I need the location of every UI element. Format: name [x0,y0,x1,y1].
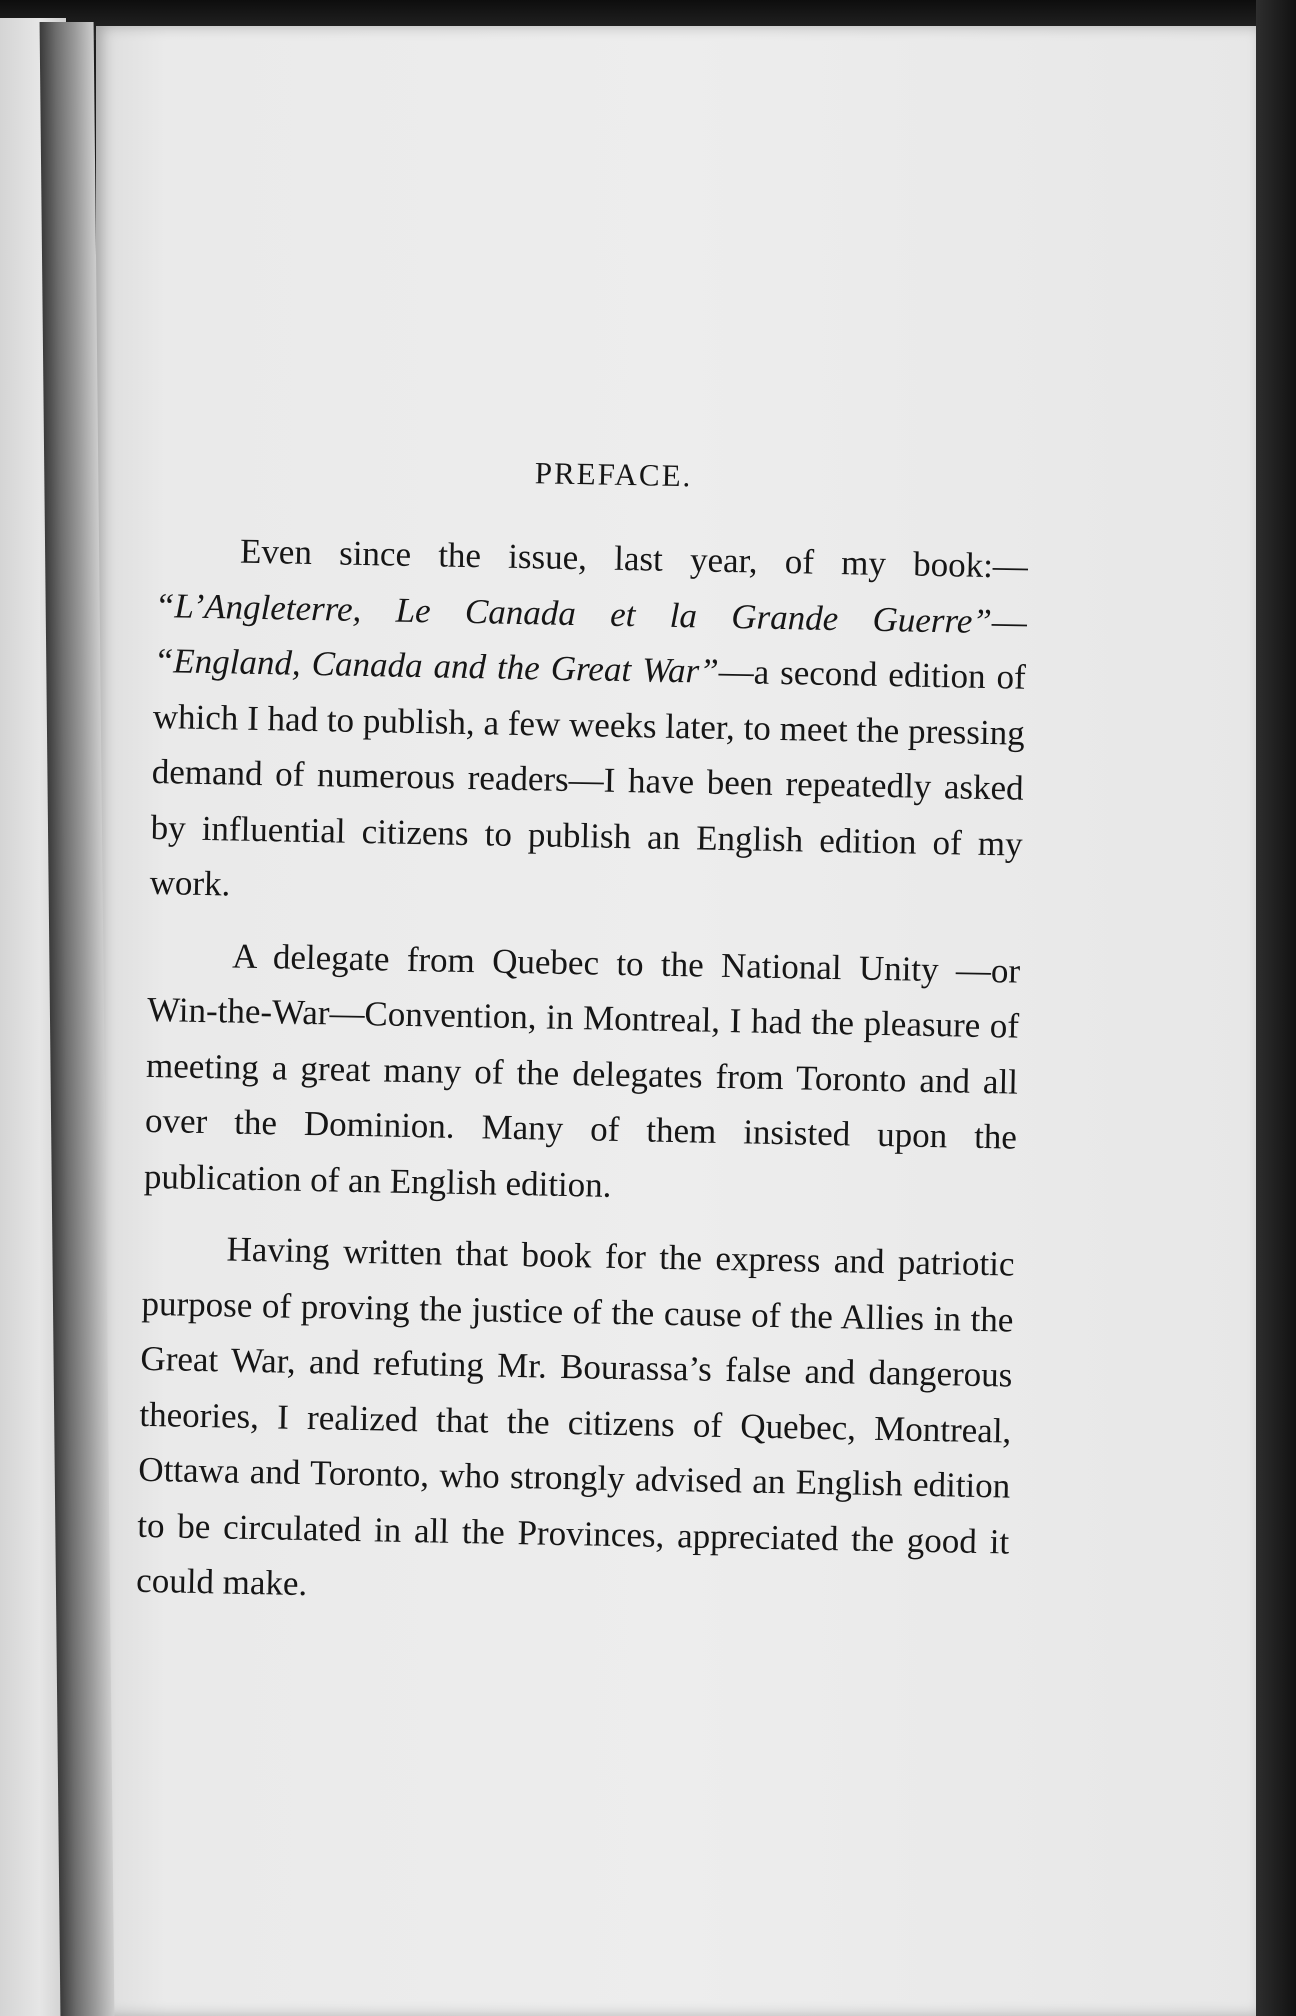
page-title: PREFACE. [534,455,693,494]
preface-text [135,448,1029,1641]
paragraph-3: Having written that book for the express and patriotic purpose of proving the justice of the cause of the Allies in the Great War, and refuting Mr. Bourassa’s false and dangerous theories, I realized that the citizens of Quebec, Montreal, Ottawa and Toronto, who strongly advised an English edition to be circulated in all the Provinces, appreciated the good it could make. [135,1229,1015,1604]
paragraph-1-rest: —a second edition of which I had to publish, a few weeks later, to meet the pressing demand of numerous readers—I have been repeatedly asked by influential citizens to publish an English edition of my work. [149,651,1027,904]
book-title-french: “L’Angleterre, Le Canada et la Grande Guerre” [154,585,993,641]
title-separator-dash: — [991,601,1028,642]
paragraph-2: A delegate from Quebec to the National Unity —or Win-the-War—Convention, in Montreal, I had the pleasure of meeting a great many of the delegates from Toronto and all over the Dominion. Many of them insisted upon the publication of an English edition. [143,936,1021,1205]
scan-right-border [1256,0,1296,2016]
paragraph-1 [149,522,1028,927]
paragraph-1-lead: Even since the issue, last year, of my book:— [239,531,1029,586]
book-title-english: “England, Canada and the Great War” [153,640,720,691]
